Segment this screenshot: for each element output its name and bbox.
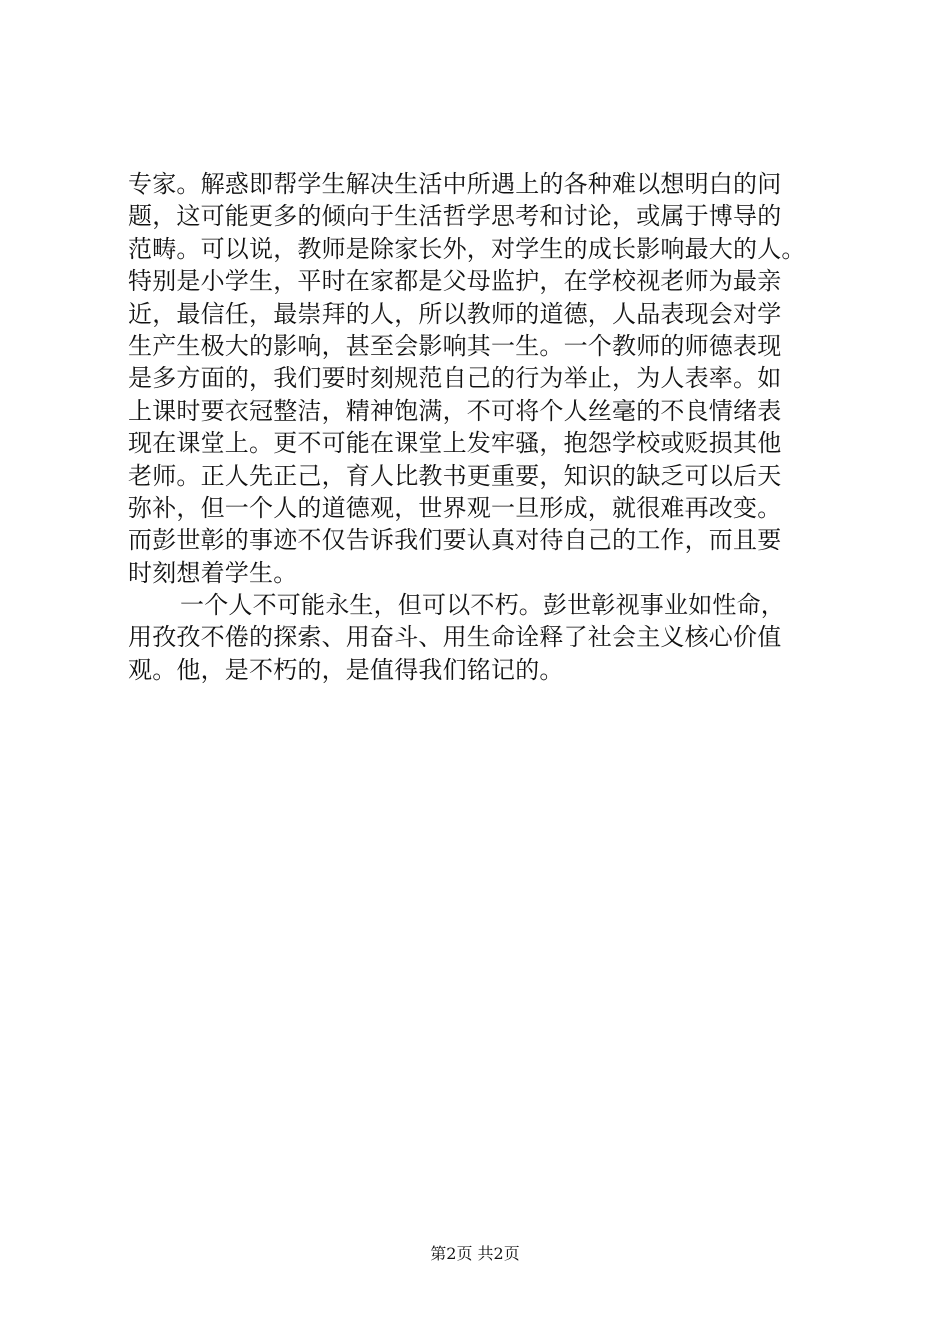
page-footer (0, 1243, 950, 1265)
text-line: 用孜孜不倦的探索、用奋斗、用生命诠释了社会主义核心价值 (128, 623, 782, 652)
text-line: 观。他，是不朽的，是值得我们铭记的。 (128, 655, 564, 684)
text-line: 是多方面的，我们要时刻规范自己的行为举止，为人表率。如 (128, 364, 782, 393)
text-line: 时刻想着学生。 (128, 558, 298, 587)
text-line: 老师。正人先正己，育人比教书更重要，知识的缺乏可以后天 (128, 461, 782, 490)
text-line: 弥补，但一个人的道德观，世界观一旦形成，就很难再改变。 (128, 493, 782, 522)
text-line: 而彭世彰的事迹不仅告诉我们要认真对待自己的工作，而且要 (128, 526, 782, 555)
text-line: 上课时要衣冠整洁，精神饱满，不可将个人丝毫的不良情绪表 (128, 396, 782, 425)
paragraph-1 (128, 168, 848, 589)
text-line: 一个人不可能永生，但可以不朽。彭世彰视事业如性命， (180, 591, 785, 620)
paragraph-2 (128, 589, 848, 686)
page-number: 第2页 共2页 (430, 1244, 520, 1263)
text-line: 题，这可能更多的倾向于生活哲学思考和讨论，或属于博导的 (128, 202, 782, 231)
text-line: 特别是小学生，平时在家都是父母监护，在学校视老师为最亲 (128, 267, 782, 296)
body-text (128, 168, 848, 686)
text-line: 现在课堂上。更不可能在课堂上发牢骚，抱怨学校或贬损其他 (128, 429, 782, 458)
text-line: 范畴。可以说，教师是除家长外，对学生的成长影响最大的人。 (128, 234, 806, 263)
text-line: 近，最信任，最崇拜的人，所以教师的道德，人品表现会对学 (128, 299, 782, 328)
text-line: 生产生极大的影响，甚至会影响其一生。一个教师的师德表现 (128, 331, 782, 360)
text-line: 专家。解惑即帮学生解决生活中所遇上的各种难以想明白的问 (128, 170, 782, 198)
